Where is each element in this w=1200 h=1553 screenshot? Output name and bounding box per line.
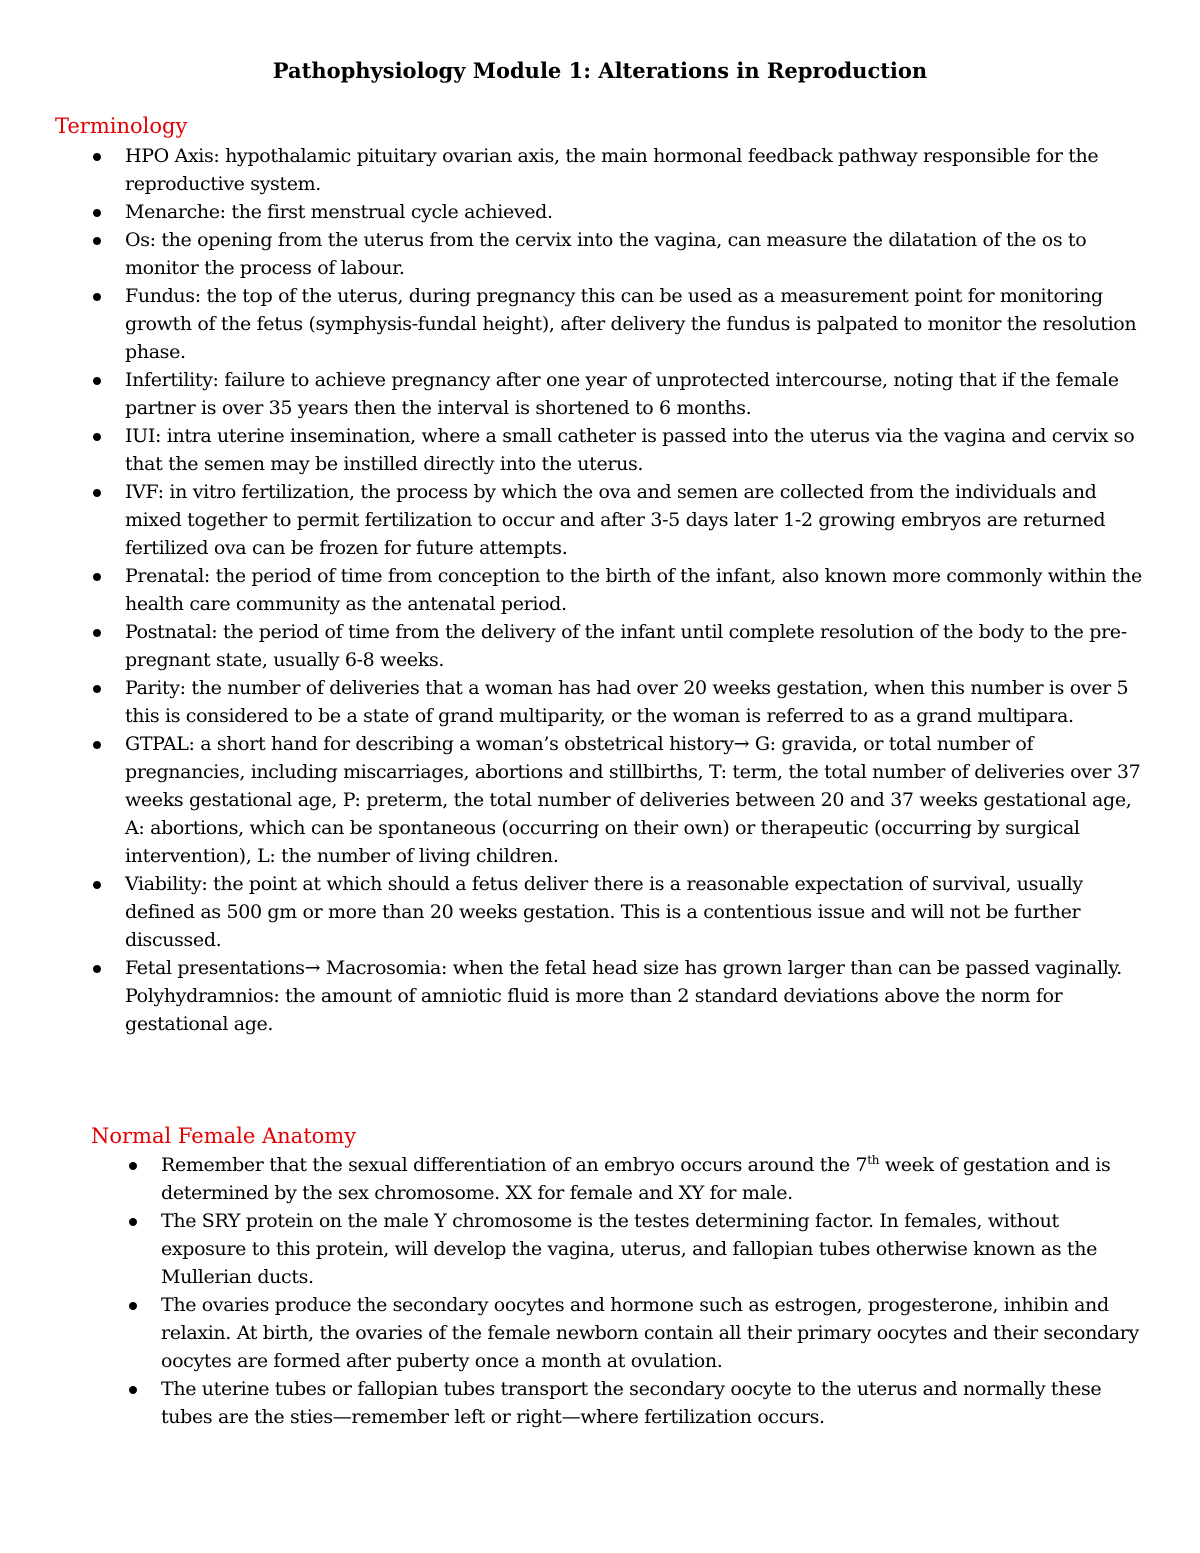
list-item [161, 1375, 1146, 1431]
list-item [161, 1207, 1146, 1291]
list-item-text: Parity: the number of deliveries that a woman has had over 20 weeks gestation, when this number is over 5 this is considered to be a state of grand multiparity, or the woman is referred to as a grand multipara. [125, 677, 1129, 727]
terminology-list [125, 142, 1145, 1038]
list-item-text: Fetal presentations→ Macrosomia: when the fetal head size has grown larger than can be passed vaginally. Polyhydramnios: the amount of amniotic fluid is more than 2 standard deviations above the norm for gestational age. [125, 957, 1122, 1035]
list-item-text: Menarche: the first menstrual cycle achieved. [125, 201, 553, 223]
bullet-icon [93, 573, 101, 581]
list-item-text: Fundus: the top of the uterus, during pregnancy this can be used as a measurement point for monitoring growth of the fetus (symphysis-fundal height), after delivery the fundus is palpated to monitor the resolution phase. [125, 285, 1137, 363]
bullet-icon [93, 153, 101, 161]
bullet-icon [129, 1162, 137, 1170]
document-title: Pathophysiology Module 1: Alterations in Reproduction [272, 58, 928, 83]
list-item [125, 954, 1145, 1038]
bullet-icon [93, 433, 101, 441]
list-item-text: Infertility: failure to achieve pregnancy after one year of unprotected intercourse, noting that if the female partner is over 35 years then the interval is shortened to 6 months. [125, 369, 1119, 419]
list-item-text: Viability: the point at which should a fetus deliver there is a reasonable expectation of survival, usually defined as 500 gm or more than 20 weeks gestation. This is a contentious issue and will not be further discussed. [125, 873, 1083, 951]
list-item-text: GTPAL: a short hand for describing a woman’s obstetrical history→ G: gravida, or total number of pregnancies, including miscarriages, abortions and stillbirths, T: term, the total number of deliveries over 37 weeks gestational age, P: preterm, the total number of deliveries between 20 and 37 weeks gestational age, A: abortions, which can be spontaneous (occurring on their own) or therapeutic (occurring by surgical intervention), L: the number of living children. [125, 733, 1141, 867]
list-item-text: IUI: intra uterine insemination, where a small catheter is passed into the uterus via the vagina and cervix so that the semen may be instilled directly into the uterus. [125, 425, 1135, 475]
list-item [125, 478, 1145, 562]
list-item [125, 226, 1145, 282]
section-heading-normal-female-anatomy: Normal Female Anatomy [91, 1124, 357, 1148]
bullet-icon [93, 489, 101, 497]
list-item-text: Remember that the sexual differentiation of an embryo occurs around the 7th week of gestation and is determined by the sex chromosome. XX for female and XY for male. [161, 1153, 1111, 1204]
bullet-icon [93, 629, 101, 637]
bullet-icon [129, 1302, 137, 1310]
list-item-text: IVF: in vitro fertilization, the process by which the ova and semen are collected from the individuals and mixed together to permit fertilization to occur and after 3-5 days later 1-2 growing embryos are returned fertilized ova can be frozen for future attempts. [125, 481, 1106, 559]
list-item-text: Postnatal: the period of time from the delivery of the infant until complete resolution of the body to the pre-pregnant state, usually 6-8 weeks. [125, 621, 1127, 671]
list-item [125, 562, 1145, 618]
list-item [125, 730, 1145, 870]
list-item [161, 1291, 1146, 1375]
list-item [161, 1151, 1146, 1207]
bullet-icon [129, 1218, 137, 1226]
bullet-icon [93, 377, 101, 385]
bullet-icon [93, 237, 101, 245]
list-item-text: The uterine tubes or fallopian tubes transport the secondary oocyte to the uterus and normally these tubes are the sties—remember left or right—where fertilization occurs. [161, 1378, 1102, 1428]
bullet-icon [93, 685, 101, 693]
list-item-text: The SRY protein on the male Y chromosome is the testes determining factor. In females, without exposure to this protein, will develop the vagina, uterus, and fallopian tubes otherwise known as the Mullerian ducts. [161, 1210, 1097, 1288]
bullet-icon [93, 881, 101, 889]
bullet-icon [129, 1386, 137, 1394]
anatomy-list [161, 1151, 1146, 1431]
list-item [125, 618, 1145, 674]
list-item [125, 674, 1145, 730]
list-item-text: Os: the opening from the uterus from the cervix into the vagina, can measure the dilatation of the os to monitor the process of labour. [125, 229, 1087, 279]
list-item [125, 282, 1145, 366]
list-item-text: The ovaries produce the secondary oocytes and hormone such as estrogen, progesterone, inhibin and relaxin. At birth, the ovaries of the female newborn contain all their primary oocytes and their secondary oocytes are formed after puberty once a month at ovulation. [161, 1294, 1139, 1372]
bullet-icon [93, 293, 101, 301]
list-item [125, 870, 1145, 954]
list-item-text: Prenatal: the period of time from conception to the birth of the infant, also known more commonly within the health care community as the antenatal period. [125, 565, 1142, 615]
list-item [125, 198, 1145, 226]
list-item [125, 422, 1145, 478]
list-item-text: HPO Axis: hypothalamic pituitary ovarian axis, the main hormonal feedback pathway responsible for the reproductive system. [125, 145, 1099, 195]
section-heading-terminology: Terminology [55, 114, 188, 138]
list-item [125, 142, 1145, 198]
bullet-icon [93, 741, 101, 749]
bullet-icon [93, 209, 101, 217]
bullet-icon [93, 965, 101, 973]
list-item [125, 366, 1145, 422]
